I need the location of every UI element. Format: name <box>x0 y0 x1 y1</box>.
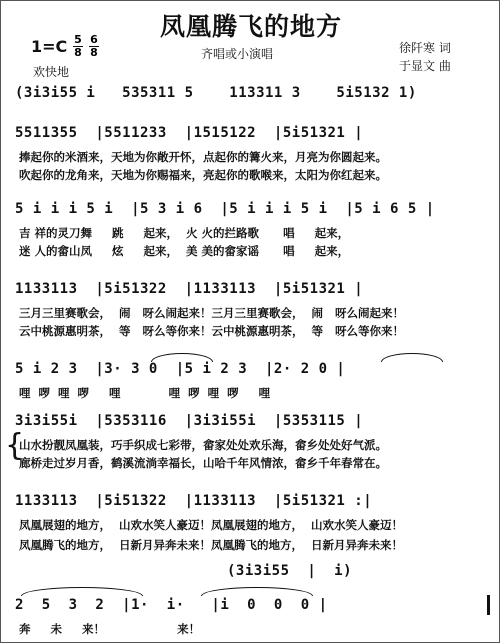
time-signature-a-top: 5 <box>74 33 82 46</box>
tempo-marking: 欢快地 <box>33 65 70 79</box>
slur <box>201 587 313 596</box>
lyric-line: 凤凰腾飞的地方， 日新月异奔未来！凤凰腾飞的地方， 日新月异奔未来！ <box>19 538 404 552</box>
notation-row-coda: 2 5 3 2 |1· i· |i 0 0 0 | <box>15 597 328 613</box>
lyric-line: 迷 人的畲山凤 炫 起来， 美 美的畲家谣 唱 起来， <box>19 244 350 258</box>
slur <box>21 587 143 596</box>
notation-row-7: 1133113 |5i51322 |1133113 |5i51321 :| <box>15 493 373 509</box>
lyric-line: 三月三里赛歌会， 闹 呀么闹起来！三月三里赛歌会， 闹 呀么闹起来！ <box>19 306 405 320</box>
lyric-line: 吹起你的龙角来，天地为你赐福来，亮起你的歌喉来，太阳为你红起来。 <box>19 168 387 182</box>
lyric-line: 哩 啰 哩 啰 哩 哩 啰 哩 啰 哩 <box>19 386 271 400</box>
lyric-line: 奔 未 来！ 来！ <box>19 622 201 636</box>
final-barline <box>487 595 490 615</box>
lyric-line: 捧起你的米酒来，天地为你敞开怀，点起你的篝火来，月亮为你圆起来。 <box>19 150 387 164</box>
notation-row-3: 5 i i i 5 i |5 3 i 6 |5 i i i 5 i |5 i 6 5 | <box>15 201 435 217</box>
performance-note: 齐唱或小演唱 <box>201 47 274 61</box>
composer-credit: 于显文 曲 <box>399 59 451 73</box>
time-signature-a <box>73 34 83 59</box>
notation-row-4: 1133113 |5i51322 |1133113 |5i51321 | <box>15 281 364 297</box>
lyric-line: 凤凰展翅的地方， 山欢水笑人豪迈！凤凰展翅的地方， 山欢水笑人豪迈！ <box>19 518 404 532</box>
time-signature-b-top: 6 <box>90 33 98 46</box>
notation-row-5: 5 i 2 3 |3· 3 0 |5 i 2 3 |2· 2 0 | <box>15 361 346 377</box>
notation-row-2: 5511355 |5511233 |1515122 |5i51321 | <box>15 125 364 141</box>
lyric-line: 云中桃源惠明茶， 等 呀么等你来！云中桃源惠明茶， 等 呀么等你来！ <box>19 324 405 338</box>
lyricist-credit: 徐阡寒 词 <box>399 41 451 55</box>
song-title: 凤凰腾飞的地方 <box>159 12 342 41</box>
lyric-line: 廊桥走过岁月香，鹤溪流淌幸福长，山哈千年风情浓，畲乡千年春常在。 <box>19 456 387 470</box>
time-signature-b-bottom: 8 <box>90 46 98 59</box>
notation-row-6: 3i3i55i |5353116 |3i3i55i |5353115 | <box>15 413 364 429</box>
notation-row-intro: (3i3i55 i 535311 5 113311 3 5i5132 1) <box>15 85 417 101</box>
verse-bracket: { <box>5 428 25 463</box>
time-signature-b <box>89 34 99 59</box>
time-signature-a-bottom: 8 <box>74 46 82 59</box>
key-signature: 1=C <box>31 37 68 56</box>
notation-row-coda-intro: (3i3i55 | i) <box>227 563 353 579</box>
lyric-line: 山水扮靓凤凰装，巧手织成七彩带，畲家处处欢乐海，畲乡处处好气派。 <box>19 438 387 452</box>
lyric-line: 吉 祥的灵刀舞 跳 起来， 火 火的拦路歌 唱 起来， <box>19 226 350 240</box>
